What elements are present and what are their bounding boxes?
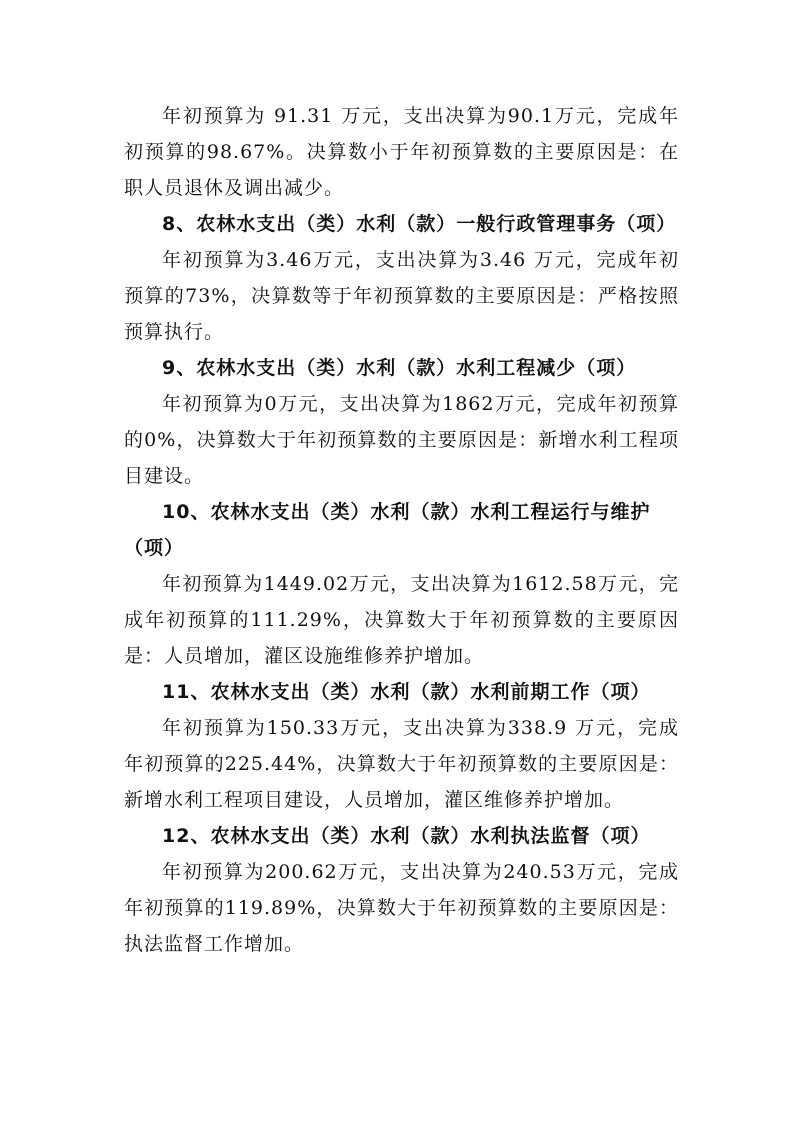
heading-item10-operation-maintenance: 10、农林水支出（类）水利（款）水利工程运行与维护（项） [124,501,651,559]
document-body [124,98,679,962]
paragraph-item12-budget-explanation: 年初预算为200.62万元，支出决算为240.53万元，完成年初预算的119.89%，决算数大于年初预算数的主要原因是：执法监督工作增加。 [124,861,679,955]
heading-item9-water-project-reduction: 9、农林水支出（类）水利（款）水利工程减少（项） [162,357,637,379]
paragraph-item10-budget-explanation: 年初预算为1449.02万元，支出决算为1612.58万元，完成年初预算的111.29%，决算数大于年初预算数的主要原因是：人员增加，灌区设施维修养护增加。 [124,573,679,667]
heading-item11-preliminary-work: 11、农林水支出（类）水利（款）水利前期工作（项） [162,681,651,703]
heading-item8-general-admin: 8、农林水支出（类）水利（款）一般行政管理事务（项） [162,213,677,235]
paragraph-item11-budget-explanation: 年初预算为150.33万元，支出决算为338.9 万元，完成年初预算的225.44%，决算数大于年初预算数的主要原因是：新增水利工程项目建设，人员增加，灌区维修养护增加。 [124,717,679,811]
heading-item12-law-enforcement: 12、农林水支出（类）水利（款）水利执法监督（项） [162,825,651,847]
paragraph-item8-budget-explanation: 年初预算为3.46万元，支出决算为3.46 万元，完成年初预算的73%，决算数等于年初预算数的主要原因是：严格按照预算执行。 [124,249,679,343]
paragraph-item7-budget-explanation: 年初预算为 91.31 万元，支出决算为90.1万元，完成年初预算的98.67%。决算数小于年初预算数的主要原因是：在职人员退休及调出减少。 [124,105,679,199]
paragraph-item9-budget-explanation: 年初预算为0万元，支出决算为1862万元，完成年初预算的0%，决算数大于年初预算数的主要原因是：新增水利工程项目建设。 [124,393,679,487]
